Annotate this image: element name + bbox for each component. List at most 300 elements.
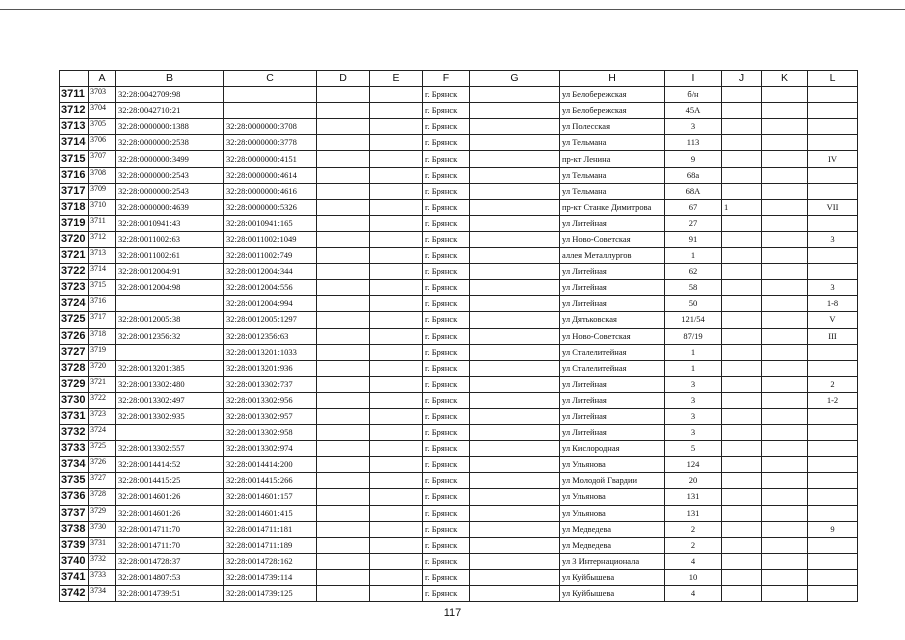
cell-l bbox=[808, 135, 858, 151]
row-number: 3722 bbox=[60, 264, 89, 280]
table-row bbox=[60, 264, 858, 280]
table-row bbox=[60, 457, 858, 473]
row-number: 3739 bbox=[60, 537, 89, 553]
cell-b bbox=[116, 344, 224, 360]
cell-e bbox=[370, 586, 423, 602]
page-number: 117 bbox=[443, 607, 462, 619]
cell-k bbox=[762, 167, 808, 183]
table-row bbox=[60, 360, 858, 376]
cell-i: 9 bbox=[665, 151, 722, 167]
cell-d bbox=[317, 360, 370, 376]
cell-k bbox=[762, 199, 808, 215]
cell-d bbox=[317, 264, 370, 280]
cell-c: 32:28:0012356:63 bbox=[224, 328, 317, 344]
cell-b: 32:28:0013302:557 bbox=[116, 441, 224, 457]
cell-l: IV bbox=[808, 151, 858, 167]
cell-g bbox=[470, 376, 560, 392]
cell-g bbox=[470, 425, 560, 441]
cell-k bbox=[762, 521, 808, 537]
cell-c: 32:28:0000000:3708 bbox=[224, 119, 317, 135]
row-number: 3731 bbox=[60, 408, 89, 424]
cell-g bbox=[470, 183, 560, 199]
cell-c: 32:28:0012004:556 bbox=[224, 280, 317, 296]
cell-f: г. Брянск bbox=[423, 553, 470, 569]
cell-e bbox=[370, 248, 423, 264]
table-row bbox=[60, 344, 858, 360]
cell-a: 3721 bbox=[89, 376, 116, 392]
cell-k bbox=[762, 392, 808, 408]
cell-f: г. Брянск bbox=[423, 135, 470, 151]
cell-j bbox=[722, 489, 762, 505]
cell-f: г. Брянск bbox=[423, 103, 470, 119]
cell-d bbox=[317, 312, 370, 328]
cell-a: 3717 bbox=[89, 312, 116, 328]
column-header-g: G bbox=[470, 71, 560, 87]
cell-j bbox=[722, 296, 762, 312]
cell-k bbox=[762, 87, 808, 103]
row-number: 3740 bbox=[60, 553, 89, 569]
cell-g bbox=[470, 199, 560, 215]
row-number: 3737 bbox=[60, 505, 89, 521]
row-number: 3723 bbox=[60, 280, 89, 296]
cell-d bbox=[317, 296, 370, 312]
cell-a: 3713 bbox=[89, 248, 116, 264]
column-header-row bbox=[60, 71, 858, 87]
cell-b: 32:28:0011002:63 bbox=[116, 231, 224, 247]
cell-a: 3709 bbox=[89, 183, 116, 199]
cell-c: 32:28:0013302:974 bbox=[224, 441, 317, 457]
row-number: 3717 bbox=[60, 183, 89, 199]
cell-j bbox=[722, 167, 762, 183]
cell-b: 32:28:0013201:385 bbox=[116, 360, 224, 376]
cell-l bbox=[808, 248, 858, 264]
cell-c: 32:28:0014728:162 bbox=[224, 553, 317, 569]
row-number: 3715 bbox=[60, 151, 89, 167]
cell-e bbox=[370, 296, 423, 312]
cell-i: 1 bbox=[665, 344, 722, 360]
cell-i: 121/54 bbox=[665, 312, 722, 328]
cell-i: 58 bbox=[665, 280, 722, 296]
cell-h: ул Ново-Советская bbox=[560, 328, 665, 344]
cell-e bbox=[370, 360, 423, 376]
cell-c: 32:28:0010941:165 bbox=[224, 215, 317, 231]
cell-g bbox=[470, 312, 560, 328]
cell-f: г. Брянск bbox=[423, 215, 470, 231]
table-row bbox=[60, 473, 858, 489]
cell-f: г. Брянск bbox=[423, 457, 470, 473]
cell-i: 3 bbox=[665, 376, 722, 392]
cell-g bbox=[470, 264, 560, 280]
cell-c: 32:28:0013201:936 bbox=[224, 360, 317, 376]
cell-a: 3704 bbox=[89, 103, 116, 119]
cell-e bbox=[370, 537, 423, 553]
cell-j bbox=[722, 135, 762, 151]
cell-f: г. Брянск bbox=[423, 119, 470, 135]
cell-j bbox=[722, 231, 762, 247]
cell-k bbox=[762, 215, 808, 231]
cell-k bbox=[762, 264, 808, 280]
cell-g bbox=[470, 586, 560, 602]
cell-a: 3712 bbox=[89, 231, 116, 247]
row-number: 3738 bbox=[60, 521, 89, 537]
row-number: 3718 bbox=[60, 199, 89, 215]
row-number: 3732 bbox=[60, 425, 89, 441]
column-header-d: D bbox=[317, 71, 370, 87]
cell-f: г. Брянск bbox=[423, 280, 470, 296]
cell-k bbox=[762, 586, 808, 602]
cell-d bbox=[317, 586, 370, 602]
cell-c: 32:28:0014711:181 bbox=[224, 521, 317, 537]
cell-f: г. Брянск bbox=[423, 537, 470, 553]
cell-l bbox=[808, 473, 858, 489]
cell-d bbox=[317, 87, 370, 103]
cell-l bbox=[808, 489, 858, 505]
cell-b: 32:28:0000000:3499 bbox=[116, 151, 224, 167]
table-row bbox=[60, 537, 858, 553]
cell-h: аллея Металлургов bbox=[560, 248, 665, 264]
row-number: 3721 bbox=[60, 248, 89, 264]
cell-e bbox=[370, 569, 423, 585]
cell-a: 3730 bbox=[89, 521, 116, 537]
cell-h: ул Белобережская bbox=[560, 87, 665, 103]
cell-i: 87/19 bbox=[665, 328, 722, 344]
cell-a: 3720 bbox=[89, 360, 116, 376]
cell-k bbox=[762, 183, 808, 199]
cell-d bbox=[317, 167, 370, 183]
cell-e bbox=[370, 119, 423, 135]
column-header-k: K bbox=[762, 71, 808, 87]
table-row bbox=[60, 425, 858, 441]
cell-k bbox=[762, 505, 808, 521]
row-number: 3724 bbox=[60, 296, 89, 312]
cell-h: ул Медведева bbox=[560, 521, 665, 537]
cell-j bbox=[722, 248, 762, 264]
table-row bbox=[60, 135, 858, 151]
cell-g bbox=[470, 392, 560, 408]
cell-l bbox=[808, 87, 858, 103]
cell-e bbox=[370, 376, 423, 392]
cell-a: 3726 bbox=[89, 457, 116, 473]
table-row bbox=[60, 408, 858, 424]
cell-c: 32:28:0000000:3778 bbox=[224, 135, 317, 151]
cell-l: 1-2 bbox=[808, 392, 858, 408]
cell-e bbox=[370, 553, 423, 569]
cell-j bbox=[722, 586, 762, 602]
cell-g bbox=[470, 569, 560, 585]
cell-a: 3718 bbox=[89, 328, 116, 344]
table-row bbox=[60, 231, 858, 247]
cell-c: 32:28:0013201:1033 bbox=[224, 344, 317, 360]
cell-a: 3733 bbox=[89, 569, 116, 585]
cell-b: 32:28:0000000:1388 bbox=[116, 119, 224, 135]
cell-a: 3727 bbox=[89, 473, 116, 489]
cell-k bbox=[762, 553, 808, 569]
cell-c: 32:28:0014601:157 bbox=[224, 489, 317, 505]
column-header-l: L bbox=[808, 71, 858, 87]
cell-d bbox=[317, 473, 370, 489]
row-number: 3729 bbox=[60, 376, 89, 392]
cell-i: 27 bbox=[665, 215, 722, 231]
cell-h: ул Медведева bbox=[560, 537, 665, 553]
cell-l bbox=[808, 569, 858, 585]
cell-c: 32:28:0014739:114 bbox=[224, 569, 317, 585]
cell-b: 32:28:0042709:98 bbox=[116, 87, 224, 103]
cell-j bbox=[722, 360, 762, 376]
cell-h: ул Полесская bbox=[560, 119, 665, 135]
cell-h: пр-кт Станке Димитрова bbox=[560, 199, 665, 215]
cell-f: г. Брянск bbox=[423, 489, 470, 505]
cell-d bbox=[317, 425, 370, 441]
cell-c bbox=[224, 87, 317, 103]
cell-i: 3 bbox=[665, 408, 722, 424]
cell-b: 32:28:0042710:21 bbox=[116, 103, 224, 119]
cell-k bbox=[762, 425, 808, 441]
cell-g bbox=[470, 473, 560, 489]
cell-c: 32:28:0000000:4614 bbox=[224, 167, 317, 183]
cell-b: 32:28:0011002:61 bbox=[116, 248, 224, 264]
cell-b: 32:28:0014711:70 bbox=[116, 537, 224, 553]
cell-j bbox=[722, 505, 762, 521]
table-row bbox=[60, 521, 858, 537]
cell-b: 32:28:0014601:26 bbox=[116, 505, 224, 521]
row-number: 3725 bbox=[60, 312, 89, 328]
cell-e bbox=[370, 103, 423, 119]
cell-g bbox=[470, 231, 560, 247]
cell-h: ул Литейная bbox=[560, 264, 665, 280]
table-row bbox=[60, 392, 858, 408]
cell-j bbox=[722, 457, 762, 473]
cell-g bbox=[470, 296, 560, 312]
cell-d bbox=[317, 119, 370, 135]
cell-i: 1 bbox=[665, 248, 722, 264]
cell-k bbox=[762, 376, 808, 392]
cell-a: 3707 bbox=[89, 151, 116, 167]
cell-l bbox=[808, 553, 858, 569]
cell-h: ул Литейная bbox=[560, 408, 665, 424]
top-border-line bbox=[0, 9, 905, 10]
row-number: 3727 bbox=[60, 344, 89, 360]
cell-k bbox=[762, 408, 808, 424]
table-row bbox=[60, 199, 858, 215]
cell-h: ул Литейная bbox=[560, 425, 665, 441]
cell-i: 62 bbox=[665, 264, 722, 280]
cell-j bbox=[722, 473, 762, 489]
cell-e bbox=[370, 215, 423, 231]
cell-i: 3 bbox=[665, 392, 722, 408]
cell-h: ул Ульянова bbox=[560, 489, 665, 505]
cell-a: 3731 bbox=[89, 537, 116, 553]
cell-e bbox=[370, 328, 423, 344]
cell-j bbox=[722, 151, 762, 167]
cell-c: 32:28:0014711:189 bbox=[224, 537, 317, 553]
cell-d bbox=[317, 553, 370, 569]
table-row bbox=[60, 586, 858, 602]
table-row bbox=[60, 87, 858, 103]
cell-g bbox=[470, 489, 560, 505]
row-number: 3741 bbox=[60, 569, 89, 585]
table-row bbox=[60, 119, 858, 135]
cell-k bbox=[762, 344, 808, 360]
cell-i: 68а bbox=[665, 167, 722, 183]
cell-a: 3716 bbox=[89, 296, 116, 312]
cell-g bbox=[470, 215, 560, 231]
cell-f: г. Брянск bbox=[423, 569, 470, 585]
cell-j bbox=[722, 183, 762, 199]
cell-e bbox=[370, 280, 423, 296]
cell-f: г. Брянск bbox=[423, 360, 470, 376]
cell-j bbox=[722, 280, 762, 296]
cell-l bbox=[808, 505, 858, 521]
cell-b: 32:28:0000000:4639 bbox=[116, 199, 224, 215]
cell-g bbox=[470, 521, 560, 537]
cell-i: 1 bbox=[665, 360, 722, 376]
row-number: 3711 bbox=[60, 87, 89, 103]
table-row bbox=[60, 167, 858, 183]
cell-h: ул Кислородная bbox=[560, 441, 665, 457]
cell-f: г. Брянск bbox=[423, 586, 470, 602]
cell-g bbox=[470, 135, 560, 151]
column-header-i: I bbox=[665, 71, 722, 87]
cell-h: ул Тельмана bbox=[560, 167, 665, 183]
cell-a: 3734 bbox=[89, 586, 116, 602]
cell-e bbox=[370, 87, 423, 103]
row-number: 3735 bbox=[60, 473, 89, 489]
cell-b: 32:28:0014739:51 bbox=[116, 586, 224, 602]
column-header-f: F bbox=[423, 71, 470, 87]
cell-d bbox=[317, 376, 370, 392]
cell-c: 32:28:0011002:749 bbox=[224, 248, 317, 264]
cell-k bbox=[762, 457, 808, 473]
cell-c: 32:28:0014414:200 bbox=[224, 457, 317, 473]
cell-d bbox=[317, 183, 370, 199]
table-row bbox=[60, 312, 858, 328]
cell-e bbox=[370, 199, 423, 215]
column-header-c: C bbox=[224, 71, 317, 87]
cell-a: 3706 bbox=[89, 135, 116, 151]
cell-h: ул Ново-Советская bbox=[560, 231, 665, 247]
cell-j: 1 bbox=[722, 199, 762, 215]
cell-a: 3725 bbox=[89, 441, 116, 457]
cell-d bbox=[317, 392, 370, 408]
cell-a: 3708 bbox=[89, 167, 116, 183]
cell-a: 3722 bbox=[89, 392, 116, 408]
table-row bbox=[60, 215, 858, 231]
cell-i: 3 bbox=[665, 425, 722, 441]
cell-b: 32:28:0012005:38 bbox=[116, 312, 224, 328]
cell-a: 3723 bbox=[89, 408, 116, 424]
cell-a: 3711 bbox=[89, 215, 116, 231]
cell-j bbox=[722, 569, 762, 585]
cell-l bbox=[808, 425, 858, 441]
cell-l bbox=[808, 264, 858, 280]
cell-k bbox=[762, 151, 808, 167]
cell-i: 10 bbox=[665, 569, 722, 585]
cell-b: 32:28:0014711:70 bbox=[116, 521, 224, 537]
row-number: 3733 bbox=[60, 441, 89, 457]
cell-k bbox=[762, 569, 808, 585]
cell-a: 3710 bbox=[89, 199, 116, 215]
cell-c: 32:28:0012005:1297 bbox=[224, 312, 317, 328]
table-row bbox=[60, 441, 858, 457]
table-row bbox=[60, 248, 858, 264]
cell-k bbox=[762, 248, 808, 264]
cell-l bbox=[808, 360, 858, 376]
table-row bbox=[60, 103, 858, 119]
cell-j bbox=[722, 408, 762, 424]
cell-c: 32:28:0013302:956 bbox=[224, 392, 317, 408]
cell-f: г. Брянск bbox=[423, 328, 470, 344]
row-number: 3713 bbox=[60, 119, 89, 135]
cell-g bbox=[470, 408, 560, 424]
cell-e bbox=[370, 344, 423, 360]
cell-i: 50 bbox=[665, 296, 722, 312]
cell-j bbox=[722, 328, 762, 344]
row-number: 3716 bbox=[60, 167, 89, 183]
cell-l: 3 bbox=[808, 231, 858, 247]
cell-l bbox=[808, 457, 858, 473]
column-header-a: A bbox=[89, 71, 116, 87]
table-row bbox=[60, 296, 858, 312]
row-number: 3714 bbox=[60, 135, 89, 151]
cell-l: III bbox=[808, 328, 858, 344]
cell-d bbox=[317, 537, 370, 553]
cell-e bbox=[370, 183, 423, 199]
table-row bbox=[60, 183, 858, 199]
cell-k bbox=[762, 103, 808, 119]
cell-h: ул Ульянова bbox=[560, 457, 665, 473]
cell-f: г. Брянск bbox=[423, 408, 470, 424]
cell-b: 32:28:0012004:98 bbox=[116, 280, 224, 296]
cell-f: г. Брянск bbox=[423, 312, 470, 328]
cell-l bbox=[808, 537, 858, 553]
cell-g bbox=[470, 87, 560, 103]
cell-f: г. Брянск bbox=[423, 425, 470, 441]
cell-h: ул Молодой Гвардии bbox=[560, 473, 665, 489]
cell-i: б/н bbox=[665, 87, 722, 103]
table-row bbox=[60, 376, 858, 392]
cell-l bbox=[808, 586, 858, 602]
cell-d bbox=[317, 103, 370, 119]
cell-e bbox=[370, 231, 423, 247]
cell-a: 3714 bbox=[89, 264, 116, 280]
cell-f: г. Брянск bbox=[423, 87, 470, 103]
cell-g bbox=[470, 151, 560, 167]
cell-i: 124 bbox=[665, 457, 722, 473]
cell-d bbox=[317, 521, 370, 537]
cell-f: г. Брянск bbox=[423, 199, 470, 215]
row-number: 3734 bbox=[60, 457, 89, 473]
cell-d bbox=[317, 231, 370, 247]
cell-b: 32:28:0000000:2543 bbox=[116, 167, 224, 183]
cell-f: г. Брянск bbox=[423, 183, 470, 199]
cell-e bbox=[370, 489, 423, 505]
cell-k bbox=[762, 280, 808, 296]
cell-b: 32:28:0000000:2538 bbox=[116, 135, 224, 151]
cell-h: ул Литейная bbox=[560, 215, 665, 231]
cell-j bbox=[722, 215, 762, 231]
cell-h: ул Куйбышева bbox=[560, 586, 665, 602]
cell-l: V bbox=[808, 312, 858, 328]
column-header-b: B bbox=[116, 71, 224, 87]
cell-k bbox=[762, 473, 808, 489]
cell-f: г. Брянск bbox=[423, 392, 470, 408]
table-row bbox=[60, 505, 858, 521]
cell-h: ул Куйбышева bbox=[560, 569, 665, 585]
cell-e bbox=[370, 312, 423, 328]
cell-j bbox=[722, 119, 762, 135]
cell-b: 32:28:0010941:43 bbox=[116, 215, 224, 231]
cell-k bbox=[762, 119, 808, 135]
